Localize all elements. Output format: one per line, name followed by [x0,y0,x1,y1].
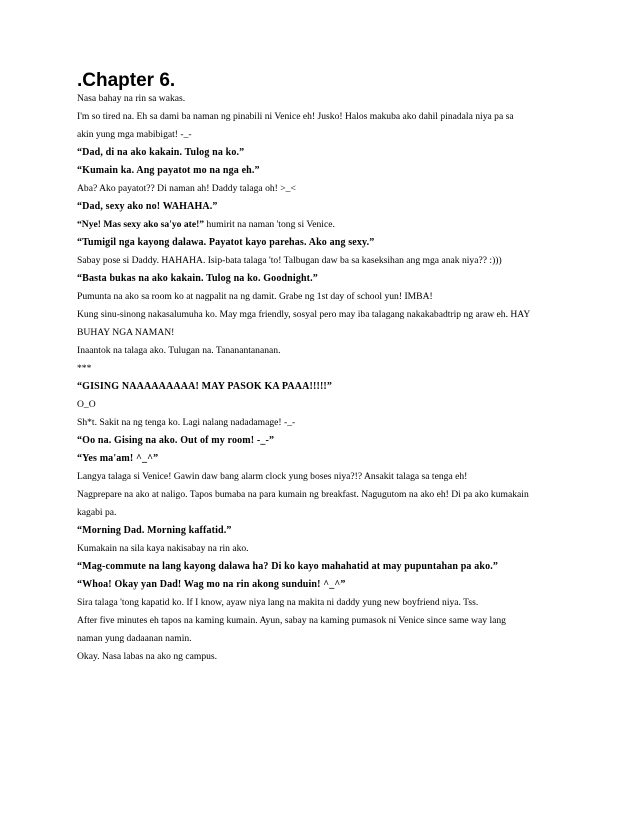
text-line: O_O [77,399,96,410]
text-line [77,216,577,234]
text-line: “Mag-commute na lang kayong dalawa ha? Di ko kayo mahahatid at may pupuntahan pa ako.” [77,561,499,572]
text-line: Pumunta na ako sa room ko at nagpalit na ng damit. Grabe ng 1st day of school yun! IMBA! [77,291,433,302]
text-line: “Basta bukas na ako kakain. Tulog na ko. Goodnight.” [77,273,318,284]
chapter-title: .Chapter 6. [77,70,176,91]
narration-text: humirit na naman 'tong si Venice. [204,219,335,230]
text-line: *** [77,363,92,374]
text-line: “Morning Dad. Morning kaffatid.” [77,525,232,536]
document-body [77,70,577,666]
text-line: “Dad, sexy ako no! WAHAHA.” [77,201,218,212]
text-line: “Dad, di na ako kakain. Tulog na ko.” [77,147,245,158]
text-line: “Tumigil nga kayong dalawa. Payatot kayo parehas. Ako ang sexy.” [77,237,375,248]
text-line: “Kumain ka. Ang payatot mo na nga eh.” [77,165,260,176]
text-line: “GISING NAAAAAAAAA! MAY PASOK KA PAAA!!!!!” [77,381,333,392]
text-line: Nasa bahay na rin sa wakas. [77,93,186,104]
text-line: “Yes ma'am! ^_^” [77,453,159,464]
text-line: Aba? Ako payatot?? Di naman ah! Daddy talaga oh! >_< [77,183,296,194]
text-line: Kung sinu-sinong nakasalumuha ko. May mga friendly, sosyal pero may iba talagang nakakabadtrip ng araw eh. HAY [77,309,531,320]
text-line: akin yung mga mabibigat! -_- [77,129,192,140]
text-line: Langya talaga si Venice! Gawin daw bang alarm clock yung boses niya?!? Ansakit talaga sa tenga eh! [77,471,468,482]
text-line: kagabi pa. [77,507,117,518]
text-line: “Oo na. Gising na ako. Out of my room! -_-” [77,435,275,446]
text-line: Inaantok na talaga ako. Tulugan na. Tananantananan. [77,345,281,356]
text-line: I'm so tired na. Eh sa dami ba naman ng pinabili ni Venice eh! Jusko! Halos makuba ako dahil pinadala niya pa sa [77,111,514,122]
text-line: After five minutes eh tapos na kaming kumain. Ayun, sabay na kaming pumasok ni Venice since same way lang [77,615,506,626]
text-line: “Whoa! Okay yan Dad! Wag mo na rin akong sunduin! ^_^” [77,579,346,590]
text-line: Sh*t. Sakit na ng tenga ko. Lagi nalang nadadamage! -_- [77,417,296,428]
text-line: Sabay pose si Daddy. HAHAHA. Isip-bata talaga 'to! Talbugan daw ba sa kaseksihan ang mga anak niya?? :))) [77,255,502,266]
text-line: Sira talaga 'tong kapatid ko. If I know, ayaw niya lang na makita ni daddy yung new boyfriend niya. Tss. [77,597,479,608]
text-line: BUHAY NGA NAMAN! [77,327,175,338]
text-line: Kumakain na sila kaya nakisabay na rin ako. [77,543,249,554]
paragraph-list [77,90,577,666]
text-line: naman yung dadaanan namin. [77,633,192,644]
text-line: Nagprepare na ako at naligo. Tapos bumaba na para kumain ng breakfast. Nagugutom na ako eh! Di pa ako kumakain [77,489,529,500]
text-line: Okay. Nasa labas na ako ng campus. [77,651,218,662]
dialogue-text: “Nye! Mas sexy ako sa'yo ate!” [77,219,205,230]
